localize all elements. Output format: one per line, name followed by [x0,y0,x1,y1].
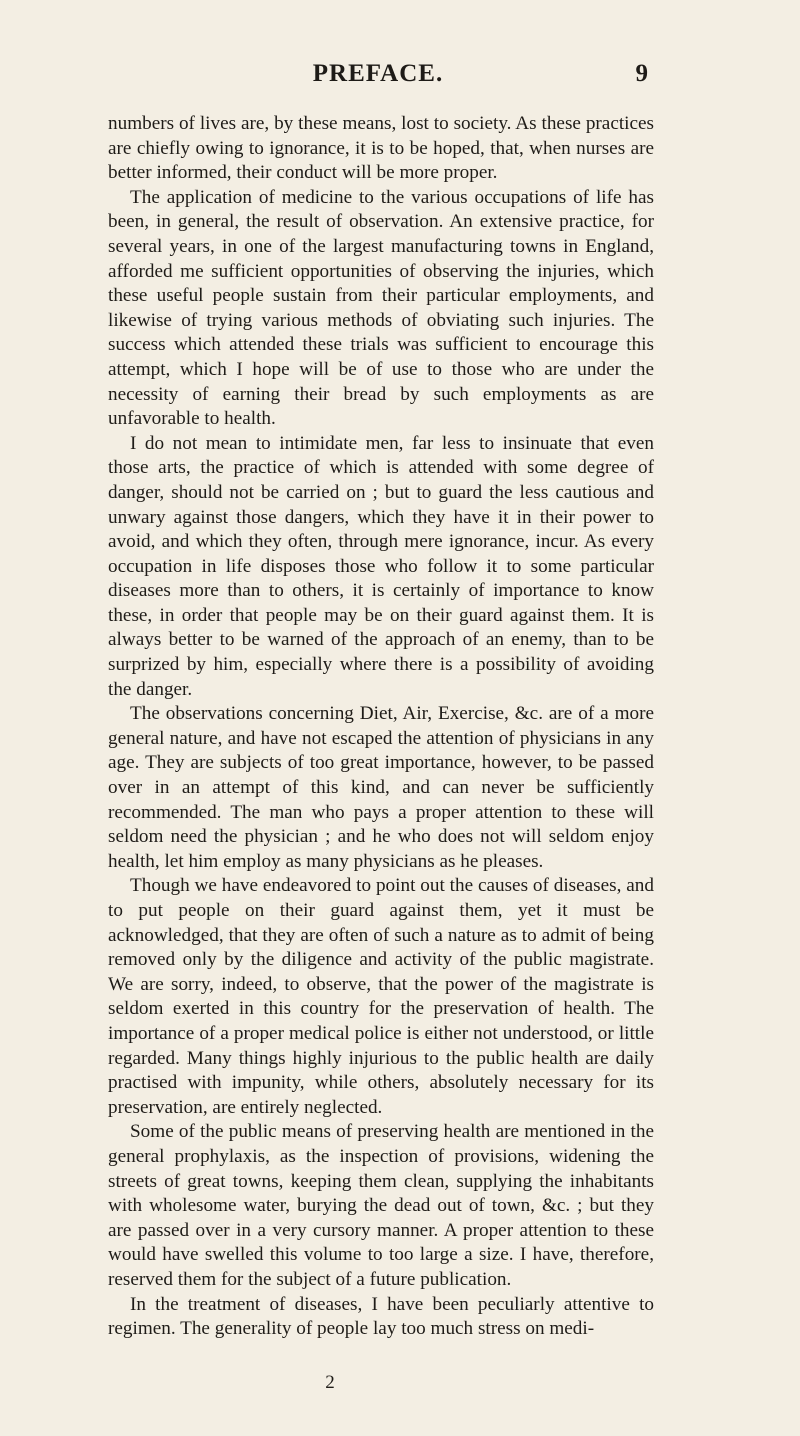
running-title: PREFACE. [312,60,444,87]
signature-mark: 2 [325,1372,335,1393]
page-header [108,58,648,98]
paragraph: The observations concerning Diet, Air, Exercise, &c. are of a more general nature, and have not escaped the attention of physicians in any age. They are subjects of too great importance, however, to be passed over in an attempt of this kind, and can never be sufficiently recommended. The man who pays a proper attention to these will seldom need the physician ; and he who does not will seldom enjoy health, let him employ as many physicians as he pleases. [108,703,654,872]
paragraph: Some of the public means of preserving health are mentioned in the general prophylaxis, as the inspection of provisions, widening the streets of great towns, keeping them clean, supplying the inhabitants with wholesome water, burying the dead out of town, &c. ; but they are passed over in a very cursory manner. A proper attention to these would have swelled this volume to too large a size. I have, therefore, reserved them for the subject of a future publication. [108,1121,654,1290]
page-number: 9 [635,60,648,87]
paragraph: I do not mean to intimidate men, far less to insinuate that even those arts, the practice of which is attended with some degree of danger, should not be carried on ; but to guard the less cautious and unwary against those dangers, which they have it in their power to avoid, and which they often, through mere ignorance, incur. As every occupation in life disposes those who follow it to some particular diseases more than to others, it is certainly of importance to know these, in order that people may be on their guard against them. It is always better to be warned of the approach of an enemy, than to be surprized by him, especially where there is a possibility of avoiding the danger. [108,432,654,700]
paragraph: The application of medicine to the various occupations of life has been, in general, the result of observation. An extensive practice, for several years, in one of the largest manufacturing towns in England, afforded me sufficient opportunities of observing the injuries, which these useful people sustain from their particular employments, and likewise of trying various methods of obviating such injuries. The success which attended these trials was sufficient to encourage this attempt, which I hope will be of use to those who are under the necessity of earning their bread by such employments as are unfavorable to health. [108,186,654,430]
body-text [108,112,654,1342]
paragraph: Though we have endeavored to point out the causes of diseases, and to put people on their guard against them, yet it must be acknowledged, that they are often of such a nature as to admit of being removed only by the diligence and activity of the public magistrate. We are sorry, indeed, to observe, that the power of the magistrate is seldom exerted in this country for the preservation of health. The importance of a proper medical police is either not understood, or little regarded. Many things highly injurious to the public health are daily practised with impunity, while others, absolutely necessary for its preservation, are entirely neglected. [108,875,654,1118]
paragraph: numbers of lives are, by these means, lost to society. As these practices are chiefly owing to ignorance, it is to be hoped, that, when nurses are better informed, their conduct will be more proper. [108,113,654,184]
paragraph: In the treatment of diseases, I have been peculiarly attentive to regimen. The generality of people lay too much stress on medi- [108,1293,654,1340]
